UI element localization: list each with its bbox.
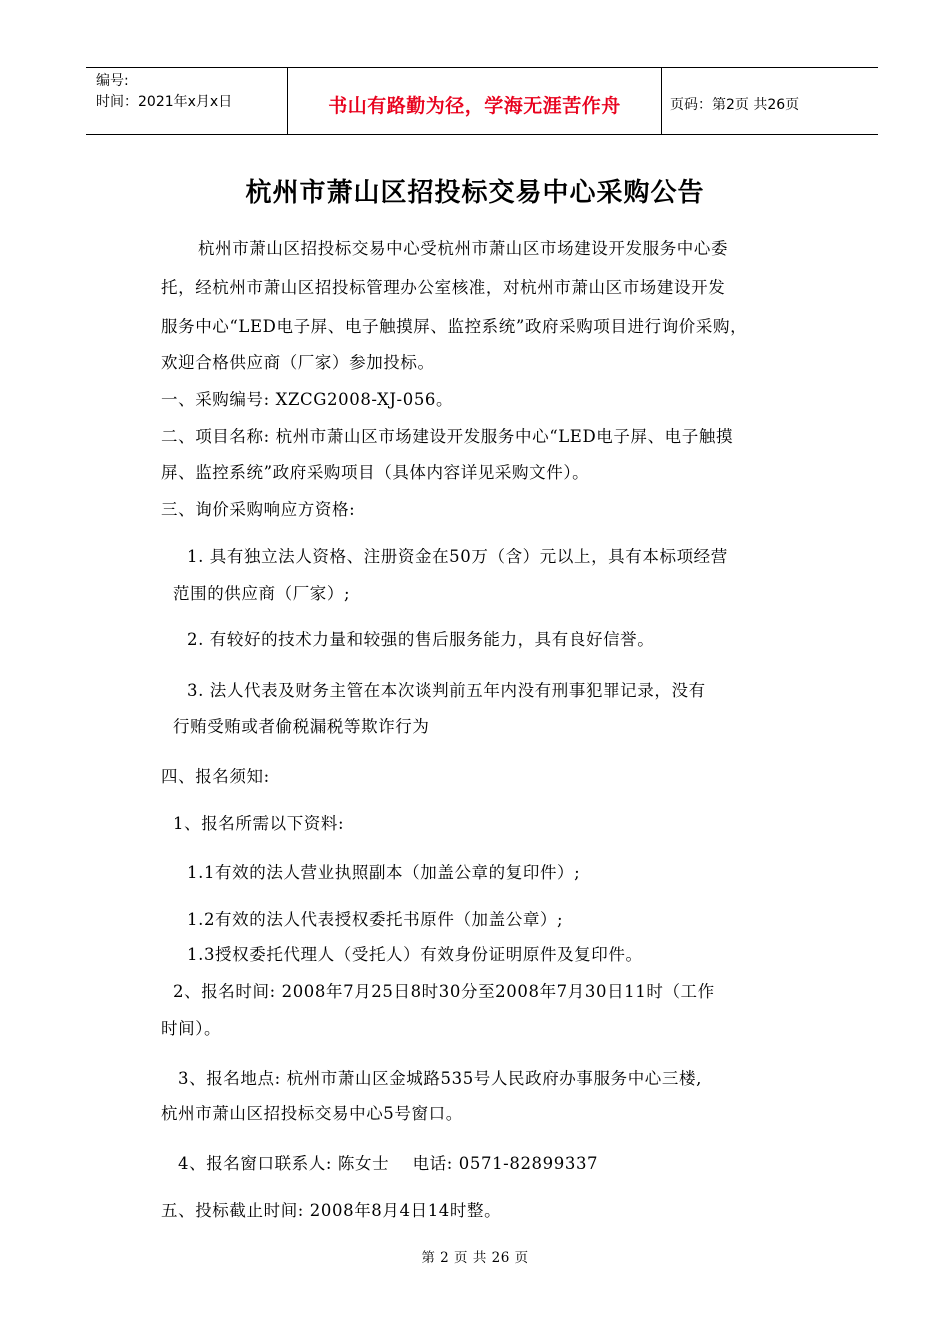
qualification-1-cont: 范围的供应商（厂家）; — [173, 584, 351, 603]
intro-line-4: 欢迎合格供应商（厂家）参加投标。 — [161, 353, 435, 372]
section-1-procurement-number: 一、采购编号: XZCG2008-XJ-056。 — [161, 390, 454, 409]
header-meta-cell — [86, 68, 288, 134]
material-1-2: 1.2有效的法人代表授权委托书原件（加盖公章）; — [187, 910, 564, 929]
registration-contact: 4、报名窗口联系人: 陈女士 电话: 0571-82899337 — [178, 1154, 599, 1173]
qualification-2: 2. 有较好的技术力量和较强的售后服务能力，具有良好信誉。 — [187, 630, 655, 649]
header-page-cell — [662, 68, 878, 134]
section-3-heading: 三、询价采购响应方资格: — [161, 500, 356, 519]
header-motto: 书山有路勤为径，学海无涯苦作舟 — [328, 94, 621, 117]
intro-line-2: 托，经杭州市萧山区招投标管理办公室核准，对杭州市萧山区市场建设开发 — [161, 278, 726, 297]
registration-location-cont: 杭州市萧山区招投标交易中心5号窗口。 — [161, 1104, 463, 1123]
header-code-label: 编号: — [96, 73, 129, 89]
intro-line-1: 杭州市萧山区招投标交易中心受杭州市萧山区市场建设开发服务中心委 — [198, 239, 729, 258]
registration-time: 2、报名时间: 2008年7月25日8时30分至2008年7月30日11时（工作 — [173, 982, 715, 1001]
header-time-label: 时间：2021年x月x日 — [96, 94, 233, 110]
header-table — [86, 67, 878, 135]
page-footer: 第 2 页 共 26 页 — [421, 1250, 529, 1266]
intro-line-3: 服务中心“LED电子屏、电子触摸屏、监控系统”政府采购项目进行询价采购， — [161, 317, 748, 336]
header-page-info: 页码：第2页 共26页 — [670, 97, 800, 113]
section-4-heading: 四、报名须知: — [161, 767, 270, 786]
qualification-1: 1. 具有独立法人资格、注册资金在50万（含）元以上，具有本标项经营 — [187, 547, 728, 566]
document-title: 杭州市萧山区招投标交易中心采购公告 — [245, 178, 705, 208]
qualification-3: 3. 法人代表及财务主管在本次谈判前五年内没有刑事犯罪记录，没有 — [187, 681, 706, 700]
header-motto-cell — [288, 68, 662, 134]
registration-time-cont: 时间）。 — [161, 1019, 222, 1038]
registration-materials-heading: 1、报名所需以下资料: — [173, 814, 345, 833]
section-2-project-name-cont: 屏、监控系统”政府采购项目（具体内容详见采购文件）。 — [161, 463, 590, 482]
material-1-3: 1.3授权委托代理人（受托人）有效身份证明原件及复印件。 — [187, 945, 643, 964]
material-1-1: 1.1有效的法人营业执照副本（加盖公章的复印件）; — [187, 863, 581, 882]
registration-location: 3、报名地点: 杭州市萧山区金城路535号人民政府办事服务中心三楼, — [178, 1069, 702, 1088]
qualification-3-cont: 行贿受贿或者偷税漏税等欺诈行为 — [173, 717, 430, 736]
section-5-deadline: 五、投标截止时间: 2008年8月4日14时整。 — [161, 1201, 502, 1220]
section-2-project-name: 二、项目名称: 杭州市萧山区市场建设开发服务中心“LED电子屏、电子触摸 — [161, 427, 734, 446]
